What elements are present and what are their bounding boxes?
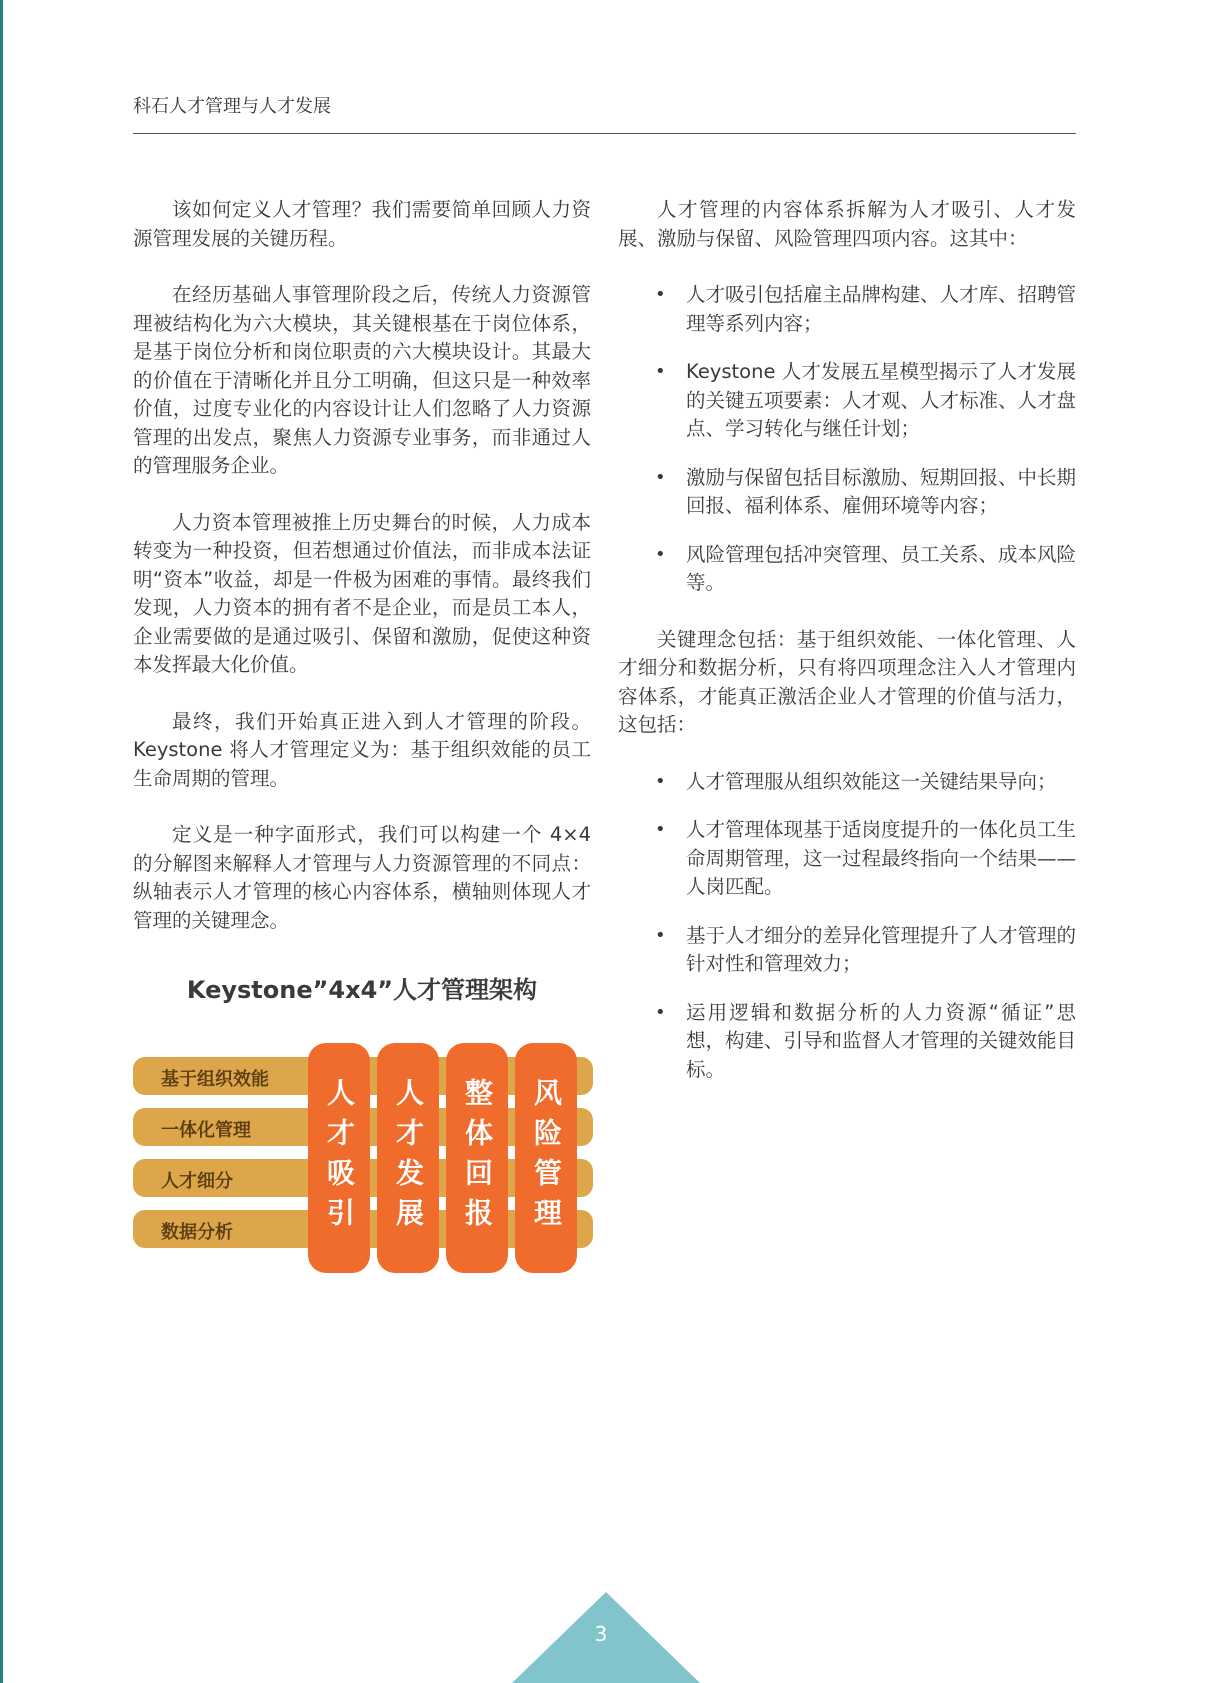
diagram-pillar-label: 人才发展	[392, 1078, 425, 1238]
paragraph: 人才管理的内容体系拆解为人才吸引、人才发展、激励与保留、风险管理四项内容。这其中：	[618, 198, 1076, 250]
list-item	[618, 541, 1076, 598]
list-item	[618, 922, 1076, 979]
page-edge-bar	[0, 0, 3, 1683]
list-item-text: 风险管理包括冲突管理、员工关系、成本风险等。	[686, 542, 1077, 594]
list-item-text: 基于人才细分的差异化管理提升了人才管理的针对性和管理效力；	[686, 923, 1077, 975]
list-item-text: 人才管理服从组织效能这一关键结果导向；	[686, 769, 1057, 793]
paragraph: 最终，我们开始真正进入到人才管理的阶段。Keystone 将人才管理定义为：基于组织效能的员工生命周期的管理。	[133, 709, 591, 790]
diagram-title: Keystone”4x4”人才管理架构	[186, 976, 538, 1004]
list-item-text: Keystone 人才发展五星模型揭示了人才发展的关键五项要素：人才观、人才标准、人才盘点、学习转化与继任计划；	[686, 360, 1077, 440]
bullet-icon: •	[655, 924, 666, 946]
paragraph: 在经历基础人事管理阶段之后，传统人力资源管理被结构化为六大模块，其关键根基在于岗位体系，是基于岗位分析和岗位职责的六大模块设计。其最大的价值在于清晰化并且分工明确，但这只是一种效率价值，过度专业化的内容设计让人们忽略了人力资源管理的出发点，聚焦人力资源专业事务，而非通过人的管理服务企业。	[133, 283, 591, 477]
diagram-row-label: 一体化管理	[161, 1120, 251, 1141]
paragraph: 该如何定义人才管理？我们需要简单回顾人力资源管理发展的关键历程。	[133, 198, 591, 250]
list-item	[618, 816, 1076, 902]
bullet-list-concepts	[618, 768, 1076, 1085]
diagram-row-label: 基于组织效能	[161, 1069, 269, 1090]
list-item	[618, 464, 1076, 521]
diagram-pillar	[446, 1043, 508, 1273]
bullet-icon: •	[655, 770, 666, 792]
list-item-text: 激励与保留包括目标激励、短期回报、中长期回报、福利体系、雇佣环境等内容；	[686, 465, 1077, 517]
list-item	[618, 358, 1076, 444]
paragraph: 人力资本管理被推上历史舞台的时候，人力成本转变为一种投资，但若想通过价值法，而非成本法证明“资本”收益，却是一件极为困难的事情。最终我们发现，人力资本的拥有者不是企业，而是员工本人，企业需要做的是通过吸引、保留和激励，促使这种资本发挥最大化价值。	[133, 510, 591, 676]
diagram-row-label: 人才细分	[161, 1171, 233, 1192]
diagram-pillar	[515, 1043, 577, 1273]
bullet-icon: •	[655, 361, 666, 382]
header-divider	[133, 133, 1076, 134]
list-item-text: 运用逻辑和数据分析的人力资源“循证”思想，构建、引导和监督人才管理的关键效能目标。	[686, 1000, 1077, 1081]
list-item	[618, 281, 1076, 338]
list-item-text: 人才吸引包括雇主品牌构建、人才库、招聘管理等系列内容；	[686, 283, 1077, 335]
right-column	[618, 196, 1076, 1112]
bullet-list-content	[618, 281, 1076, 598]
diagram-pillar-label: 整体回报	[461, 1078, 494, 1238]
diagram-pillar	[377, 1043, 439, 1273]
bullet-icon: •	[655, 1001, 666, 1023]
bullet-icon: •	[655, 284, 666, 305]
bullet-icon: •	[655, 819, 666, 840]
bullet-icon: •	[655, 543, 666, 565]
list-item-text: 人才管理体现基于适岗度提升的一体化员工生命周期管理，这一过程最终指向一个结果——人岗匹配。	[686, 818, 1077, 898]
diagram-pillar-label: 风险管理	[530, 1078, 563, 1238]
page-number: 3	[594, 1622, 608, 1646]
diagram-pillar	[308, 1043, 370, 1273]
paragraph: 定义是一种字面形式，我们可以构建一个 4×4 的分解图来解释人才管理与人力资源管理的不同点：纵轴表示人才管理的核心内容体系，横轴则体现人才管理的关键理念。	[133, 823, 591, 932]
left-column	[133, 196, 591, 963]
bullet-icon: •	[655, 466, 666, 488]
talent-management-diagram	[133, 1043, 593, 1273]
diagram-pillar-label: 人才吸引	[323, 1078, 356, 1238]
list-item	[618, 768, 1076, 797]
diagram-row-label: 数据分析	[161, 1222, 233, 1243]
paragraph: 关键理念包括：基于组织效能、一体化管理、人才细分和数据分析，只有将四项理念注入人才管理内容体系，才能真正激活企业人才管理的价值与活力，这包括：	[618, 627, 1076, 736]
list-item	[618, 999, 1076, 1085]
header-title: 科石人才管理与人才发展	[133, 96, 331, 117]
